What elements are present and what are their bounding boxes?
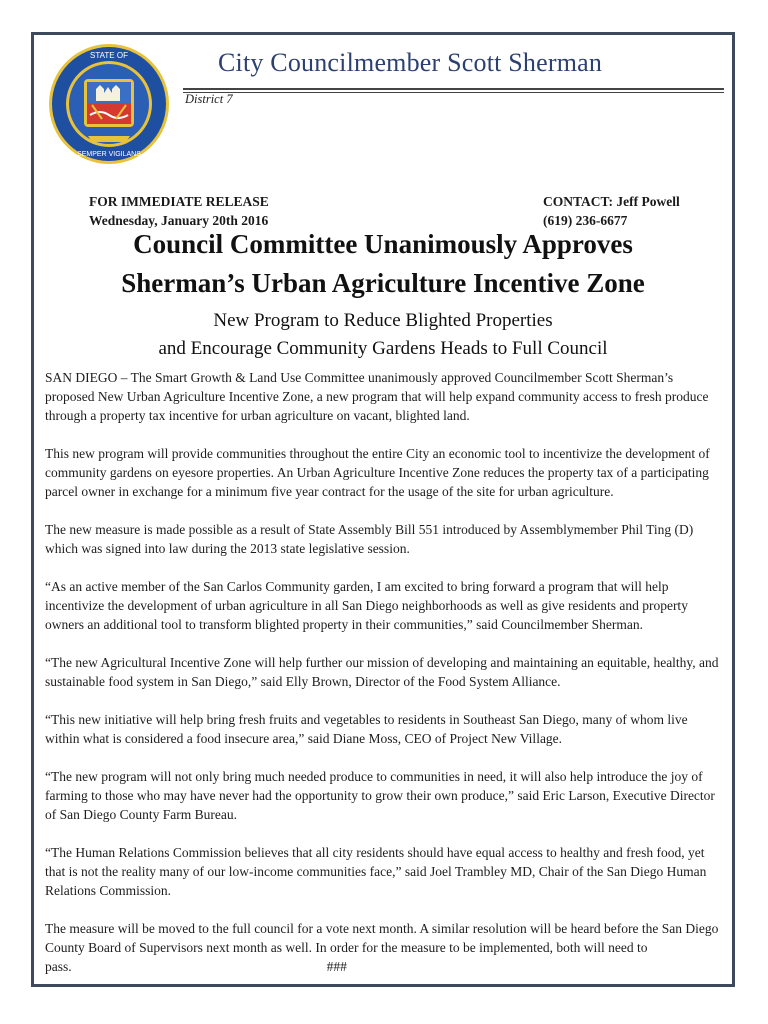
paragraph-intro: SAN DIEGO – The Smart Growth & Land Use Committee unanimously approved Councilmember Scott Sherman’s proposed New Urban Agriculture Incentive Zone, a new program that will help expand community access to fresh produce through a property tax incentive for urban agriculture on vacant, blighted land. bbox=[45, 370, 709, 423]
release-block bbox=[89, 192, 269, 230]
next-steps-text: The measure will be moved to the full council for a vote next month. A similar resolution will be heard before the San Diego County Board of Supervisors next month as well. In order for the measure to be implemented, both will need to pass. bbox=[45, 921, 719, 974]
header-rule-thick bbox=[183, 88, 724, 90]
paragraph-brown-quote: “The new Agricultural Incentive Zone will help further our mission of developing and maintaining an equitable, healthy, and sustainable food system in San Diego,” said Elly Brown, Director of the Food System Alliance. bbox=[45, 655, 719, 689]
svg-text:STATE OF: STATE OF bbox=[90, 51, 128, 60]
paragraph-sherman-quote: “As an active member of the San Carlos Community garden, I am excited to bring forward a program that will help incentivize the development of urban agriculture in all San Diego neighborhoods as well as give residents and property owners an additional tool to transform blighted property in their communities,” said Councilmember Sherman. bbox=[45, 579, 688, 632]
subheadline-line-1: New Program to Reduce Blighted Properties bbox=[213, 310, 553, 331]
headline-line-2: Sherman’s Urban Agriculture Incentive Zone bbox=[121, 268, 645, 298]
paragraph-trambley-quote: “The Human Relations Commission believes that all city residents should have equal access to healthy and fresh food, yet that is not the reality many of our low-income communities face,” said Joel Trambley MD, Chair of the San Diego Human Relations Commission. bbox=[45, 845, 707, 898]
end-mark: ### bbox=[326, 959, 347, 974]
contact-block bbox=[543, 192, 680, 230]
paragraph-larson-quote: “The new program will not only bring much needed produce to communities in need, it will also help introduce the joy of farming to those who may have never had the opportunity to grow their own produce,” said Eric Larson, Executive Director of San Diego County Farm Bureau. bbox=[45, 769, 715, 822]
press-release-body bbox=[45, 368, 725, 976]
headline-line-1: Council Committee Unanimously Approves bbox=[133, 229, 633, 259]
paragraph-program: This new program will provide communities throughout the entire City an economic tool to incentivize the development of community gardens on eyesore properties. An Urban Agriculture Incentive Zone reduces the property tax of a participating parcel owner in exchange for a minimum five year contract for the usage of the site for urban agriculture. bbox=[45, 446, 710, 499]
subheadline-line-2: and Encourage Community Gardens Heads to Full Council bbox=[158, 338, 608, 359]
contact-phone: (619) 236-6677 bbox=[543, 213, 628, 228]
paragraph-next-steps bbox=[45, 919, 725, 976]
header-rule-thin bbox=[183, 92, 724, 93]
city-seal-logo bbox=[48, 43, 170, 165]
svg-text:SEMPER VIGILANS: SEMPER VIGILANS bbox=[77, 151, 141, 158]
paragraph-assembly-bill: The new measure is made possible as a result of State Assembly Bill 551 introduced by Assemblymember Phil Ting (D) which was signed into law during the 2013 state legislative session. bbox=[45, 522, 694, 556]
contact-name: CONTACT: Jeff Powell bbox=[543, 194, 680, 209]
paragraph-moss-quote: “This new initiative will help bring fresh fruits and vegetables to residents in Southeast San Diego, many of whom live within what is considered a food insecure area,” said Diane Moss, CEO of Project New Village. bbox=[45, 712, 688, 746]
district-label: District 7 bbox=[185, 92, 233, 106]
councilmember-title: City Councilmember Scott Sherman bbox=[218, 48, 603, 77]
release-date: Wednesday, January 20th 2016 bbox=[89, 213, 269, 228]
release-label: FOR IMMEDIATE RELEASE bbox=[89, 194, 269, 209]
